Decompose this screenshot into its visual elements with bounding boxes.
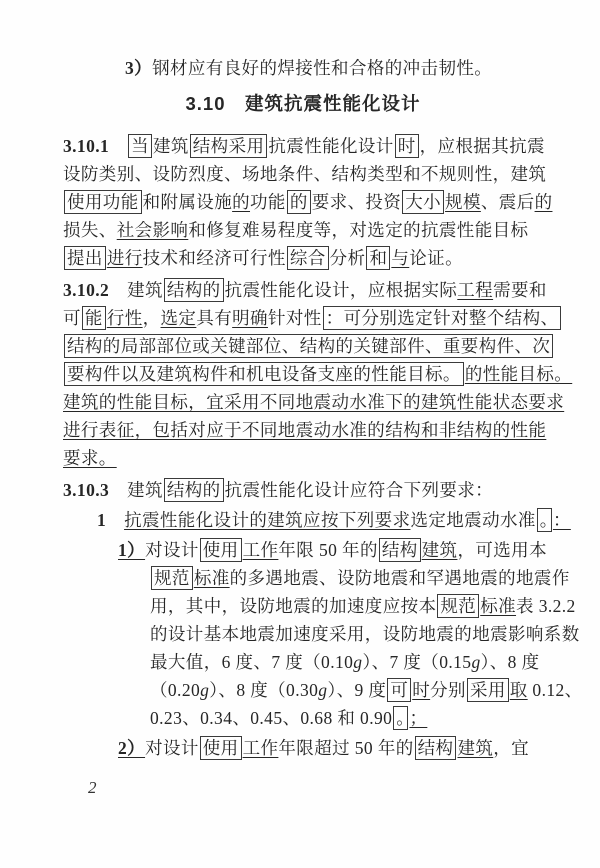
text-line — [63, 244, 543, 272]
text-segment: 选定地震动水准 — [410, 510, 536, 530]
text-line — [63, 506, 571, 534]
underlined-text: 取 — [509, 680, 528, 700]
boxed-text: 结构的局部部位或关键部位、结构的关键部件、重要构件、次 — [64, 334, 553, 358]
text-segment: 技术和经济可行性 — [142, 248, 286, 268]
item-1-1 — [63, 536, 583, 732]
text-segment: （0.20 — [150, 680, 201, 700]
boxed-text: 的 — [287, 190, 311, 214]
text-line — [63, 734, 543, 762]
underlined-text: 行性 — [106, 308, 143, 328]
text-segment: 最大值，6 度、7 度（0.10 — [150, 652, 354, 672]
text-segment: 、震后 — [480, 192, 535, 212]
text-segment: 功能 — [250, 192, 286, 212]
text-segment: 分析 — [329, 248, 366, 268]
boxed-text: 使用功能 — [64, 190, 142, 214]
text-segment: 要求、投资 — [311, 192, 402, 212]
text-segment: 用，其中，设防地震的加速度应按本 — [150, 596, 437, 616]
text-segment: g — [318, 680, 328, 700]
text-segment: 对设计 — [145, 738, 199, 758]
underlined-text: 与 — [391, 248, 410, 268]
text-segment: 1 — [97, 510, 107, 530]
text-segment: 建筑 — [127, 280, 163, 300]
boxed-text: 时 — [395, 134, 419, 158]
text-line — [63, 160, 547, 188]
underlined-text: 标准 — [480, 596, 517, 616]
text-segment: 和附属设施 — [142, 192, 233, 212]
boxed-text: 。 — [393, 706, 408, 730]
text-segment: 可 — [63, 308, 81, 328]
underlined-text: 工程 — [457, 280, 494, 300]
text-segment: 论证。 — [409, 248, 463, 268]
text-segment: 0.12、 — [527, 680, 583, 700]
boxed-text: 使用 — [200, 736, 242, 760]
text-line — [63, 416, 547, 444]
underlined-text: 选定 — [160, 308, 197, 328]
boxed-text: 采用 — [467, 678, 509, 702]
text-segment: 需要和 — [493, 280, 547, 300]
underlined-text: 标准 — [193, 568, 230, 588]
text-segment: 的多遇地震、设防地震和罕遇地震的地震作 — [229, 568, 570, 588]
text-segment: 对设计 — [145, 540, 199, 560]
underlined-text: ： — [552, 510, 571, 530]
underlined-text: 的 — [534, 192, 553, 212]
underlined-text: 规模 — [445, 192, 481, 212]
boxed-text: 规范 — [437, 594, 479, 618]
text-segment: 抗震性能化设计，应根据实际 — [224, 280, 458, 300]
text-line — [63, 476, 543, 504]
text-segment: ，可选用本 — [457, 540, 547, 560]
text-segment: 年限超过 50 年的 — [278, 738, 414, 758]
boxed-text: 提出 — [64, 246, 106, 270]
text-segment: ， — [142, 308, 161, 328]
underlined-text: 工作 — [242, 738, 279, 758]
text-segment: 针对性 — [267, 308, 322, 328]
text-line — [63, 132, 543, 160]
text-segment: 3.10 建筑抗震性能化设计 — [185, 93, 421, 114]
text-line — [63, 648, 543, 676]
text-segment: 0.23、0.34、0.45、0.68 和 0.90 — [150, 708, 393, 728]
boxed-text: 综合 — [287, 246, 329, 270]
text-line — [63, 216, 543, 244]
text-segment: 分别 — [430, 680, 466, 700]
text-line — [63, 536, 547, 564]
item-1-2 — [63, 734, 543, 762]
underlined-text: 工作 — [242, 540, 279, 560]
document-content — [63, 54, 583, 762]
text-segment: 年限 50 年的 — [278, 540, 378, 560]
underlined-text: 的 — [232, 192, 251, 212]
text-line — [63, 332, 551, 360]
boxed-text: 使用 — [200, 538, 242, 562]
text-line — [63, 444, 543, 472]
item-1 — [63, 506, 571, 534]
text-segment: 3.10.2 — [63, 280, 128, 300]
boxed-text: 结构采用 — [190, 134, 268, 158]
text-line — [63, 188, 553, 216]
text-segment: 设防类别、设防烈度、场地条件、结构类型和不规则性，建筑 — [63, 164, 547, 184]
text-line — [63, 676, 583, 704]
text-segment: ）、7 度（0.15 — [362, 652, 472, 672]
page-number: 2 — [88, 778, 97, 797]
text-segment: 表 3.2.2 — [516, 596, 576, 616]
underlined-text: 建筑 — [421, 540, 458, 560]
text-line — [63, 90, 543, 118]
boxed-text: 。 — [537, 508, 552, 532]
text-line — [63, 592, 576, 620]
text-segment: ，应根据其抗震 — [419, 136, 545, 156]
text-segment: ）、9 度 — [327, 680, 387, 700]
underlined-text: 明确 — [232, 308, 268, 328]
list-item-3 — [63, 54, 543, 82]
underlined-text: 进行 — [106, 248, 143, 268]
underlined-text: 的性能目标。 — [464, 364, 573, 384]
boxed-text: 要构件以及建筑构件和机电设备支座的性能目标。 — [64, 362, 464, 386]
boxed-text: 可 — [387, 678, 411, 702]
text-segment: 3） — [125, 58, 153, 78]
clause-3-10-2 — [63, 276, 573, 472]
text-segment: 钢材应有良好的焊接性和合格的冲击韧性。 — [152, 58, 493, 78]
text-segment: 建筑 — [127, 480, 163, 500]
boxed-text: ：可分别选定针对整个结构、 — [323, 306, 562, 330]
boxed-text: 规范 — [151, 566, 193, 590]
text-segment: ）、8 度（0.30 — [209, 680, 319, 700]
text-segment: 的设计基本地震加速度采用，设防地震的地震影响系数 — [150, 624, 580, 644]
boxed-text: 结构的 — [164, 278, 224, 302]
text-line — [63, 388, 565, 416]
boxed-text: 结构的 — [164, 478, 224, 502]
text-segment: 3.10.1 — [63, 136, 128, 156]
underlined-text: 社会影响 — [116, 220, 189, 240]
clause-3-10-1 — [63, 132, 553, 272]
text-segment: g — [200, 680, 210, 700]
text-segment: 3.10.3 — [63, 480, 128, 500]
text-segment: ）、8 度 — [480, 652, 540, 672]
boxed-text: 大小 — [402, 190, 444, 214]
text-line — [63, 620, 580, 648]
text-line — [63, 54, 543, 82]
text-line — [63, 704, 543, 732]
text-segment: 建筑 — [152, 136, 189, 156]
boxed-text: 和 — [366, 246, 390, 270]
clause-3-10-3 — [63, 476, 543, 504]
underlined-text: 2） — [118, 738, 146, 758]
underlined-text: 时 — [412, 680, 431, 700]
text-line — [63, 276, 547, 304]
boxed-text: 当 — [128, 134, 152, 158]
text-segment: 和修复难易程度等，对选定的抗震性能目标 — [188, 220, 529, 240]
boxed-text: 结构 — [415, 736, 457, 760]
underlined-text: 建筑的性能目标，宜采用不同地震动水准下的建筑性能状态要求 — [63, 392, 565, 412]
text-segment: 抗震性能化设计应符合下列要求： — [224, 480, 494, 500]
text-line — [63, 564, 570, 592]
underlined-text: 要求。 — [63, 448, 117, 468]
text-line — [63, 360, 573, 388]
text-segment: g — [471, 652, 481, 672]
text-segment: 抗震性能化设计 — [268, 136, 394, 156]
text-segment: 具有 — [196, 308, 233, 328]
text-segment — [106, 510, 124, 530]
text-segment: ，宜 — [493, 738, 530, 758]
text-line — [63, 304, 559, 332]
boxed-text: 能 — [82, 306, 106, 330]
boxed-text: 结构 — [379, 538, 421, 562]
underlined-text: ； — [409, 708, 428, 728]
underlined-text: 进行表征，包括对应于不同地震动水准的结构和非结构的性能 — [63, 420, 547, 440]
text-segment: g — [353, 652, 363, 672]
text-segment: 损失、 — [63, 220, 117, 240]
underlined-text: 抗震性能化设计的建筑应按下列要求 — [124, 510, 411, 530]
underlined-text: 1） — [118, 540, 146, 560]
section-heading-3-10 — [63, 90, 543, 118]
underlined-text: 建筑 — [457, 738, 494, 758]
